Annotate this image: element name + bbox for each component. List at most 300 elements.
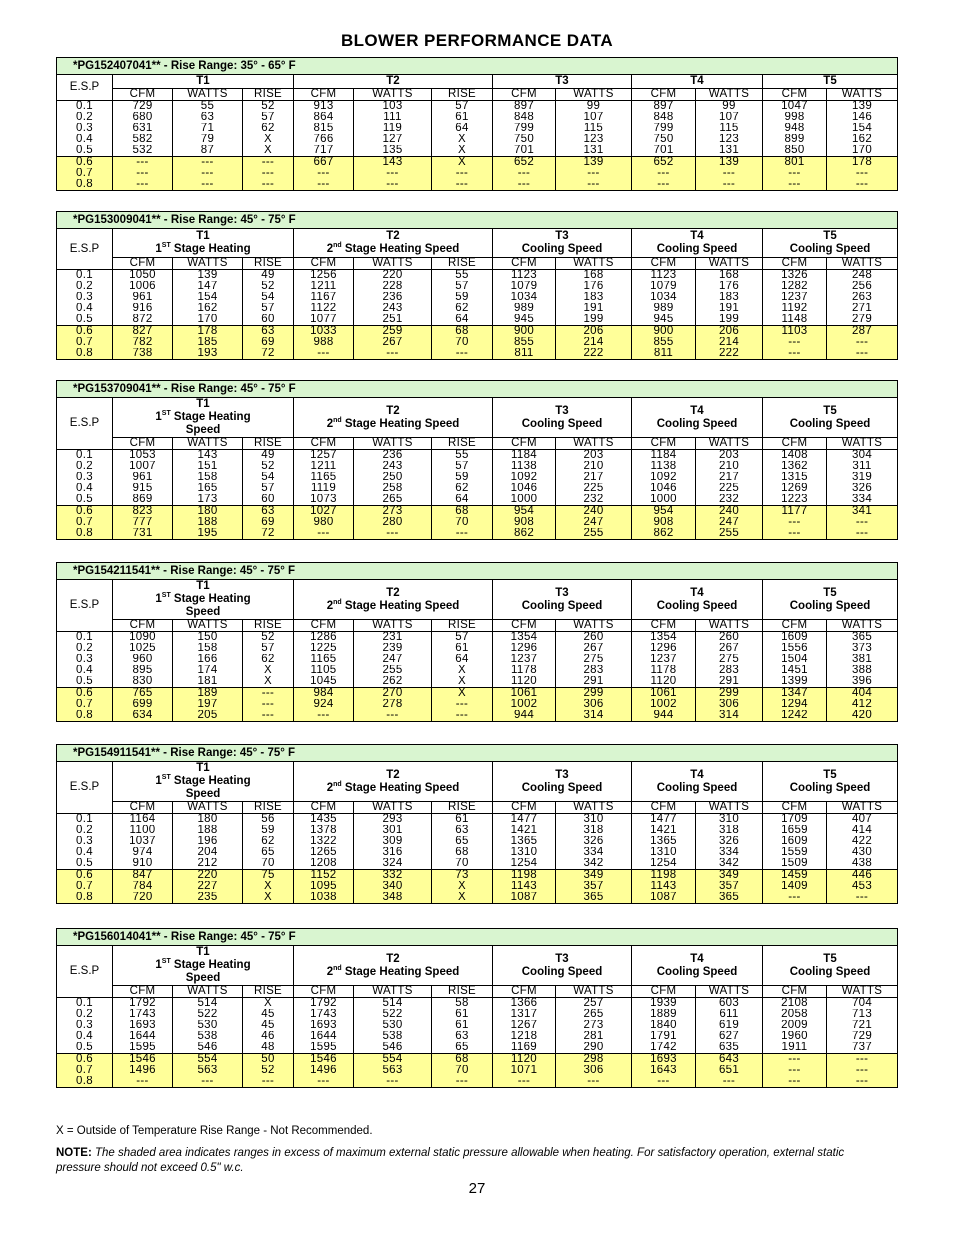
table-cell: 1208: [294, 858, 354, 870]
table-cell: ---: [173, 1076, 243, 1088]
table-cell: ---: [493, 1076, 556, 1088]
table-cell: 1073: [294, 494, 354, 506]
blower-table: [56, 562, 898, 722]
table-row: [57, 858, 898, 870]
table-cell: 1225: [294, 643, 354, 654]
table-cell: 799: [493, 123, 556, 134]
table-cell: 699: [113, 699, 173, 710]
table-row: [57, 665, 898, 676]
cfm-column-header: CFM: [632, 986, 696, 998]
speed-header-line: Speed: [185, 424, 221, 436]
watts-column-header: WATTS: [354, 258, 432, 270]
table-cell: 250: [354, 472, 432, 483]
table-cell: 1595: [113, 1042, 173, 1054]
note-text: The shaded area indicates ranges in excess of maximum external static pressure allowable when heating. For satisfactory operation, external static pressure should not exceed 0.5" w.c.: [56, 1147, 845, 1174]
table-cell: 848: [632, 112, 696, 123]
table-cell: 1939: [632, 998, 696, 1010]
table-cell: 1169: [493, 1042, 556, 1054]
table-row: [57, 1020, 898, 1031]
table-cell: ---: [827, 337, 898, 348]
esp-header: E.S.P: [57, 229, 113, 270]
table-cell: 54: [243, 472, 294, 483]
table-cell: 334: [696, 847, 763, 858]
esp-cell: 0.7: [57, 699, 113, 710]
speed-header-line: Speed: [185, 606, 221, 618]
table-cell: ---: [354, 179, 432, 191]
table-cell: 721: [827, 1020, 898, 1031]
cfm-column-header: CFM: [493, 89, 556, 101]
rise-column-header: RISE: [243, 258, 294, 270]
table-cell: 235: [173, 892, 243, 904]
table-cell: 830: [113, 676, 173, 688]
table-cell: 248: [827, 270, 898, 282]
table-cell: 188: [173, 825, 243, 836]
table-cell: 1120: [493, 676, 556, 688]
table-cell: 199: [556, 314, 632, 326]
table-cell: 123: [556, 134, 632, 145]
table-cell: 619: [696, 1020, 763, 1031]
table-cell: 1211: [294, 461, 354, 472]
esp-cell: 0.4: [57, 1031, 113, 1042]
table-cell: 1002: [632, 699, 696, 710]
table-cell: 123: [696, 134, 763, 145]
table-cell: ---: [827, 1054, 898, 1066]
table-cell: 680: [113, 112, 173, 123]
table-cell: 869: [113, 494, 173, 506]
speed-header-line: T5: [823, 768, 837, 781]
table-cell: X: [432, 665, 493, 676]
table-cell: 212: [173, 858, 243, 870]
table-cell: 197: [173, 699, 243, 710]
table-cell: 634: [113, 710, 173, 722]
esp-cell: 0.3: [57, 292, 113, 303]
table-cell: 1061: [632, 688, 696, 700]
table-cell: 603: [696, 998, 763, 1010]
table-cell: 915: [113, 483, 173, 494]
table-cell: 62: [243, 123, 294, 134]
esp-cell: 0.8: [57, 179, 113, 191]
watts-column-header: WATTS: [173, 89, 243, 101]
table-cell: 782: [113, 337, 173, 348]
table-cell: 365: [556, 892, 632, 904]
table-cell: 1138: [632, 461, 696, 472]
table-cell: 57: [432, 281, 493, 292]
table-cell: 713: [827, 1009, 898, 1020]
table-cell: ---: [632, 168, 696, 179]
table-cell: ---: [827, 179, 898, 191]
esp-cell: 0.3: [57, 836, 113, 847]
speed-header-line: T4: [690, 230, 704, 242]
table-row: [57, 348, 898, 360]
speed-header-t5: [763, 229, 898, 258]
watts-column-header: WATTS: [556, 986, 632, 998]
table-cell: X: [432, 134, 493, 145]
table-cell: 154: [827, 123, 898, 134]
table-cell: 1092: [493, 472, 556, 483]
table-cell: ---: [763, 348, 827, 360]
speed-header-line: T2: [386, 586, 400, 599]
table-cell: 365: [696, 892, 763, 904]
speed-header-line: 1ST Stage Heating: [155, 592, 251, 605]
table-cell: 258: [354, 483, 432, 494]
table-cell: 1294: [763, 699, 827, 710]
table-row: [57, 632, 898, 644]
table-cell: 1477: [493, 814, 556, 826]
speed-header-line: T1: [196, 75, 210, 87]
speed-header-line: Cooling Speed: [656, 417, 738, 430]
table-cell: 717: [294, 145, 354, 157]
table-cell: 143: [173, 450, 243, 462]
table-cell: 827: [113, 326, 173, 338]
table-cell: 522: [354, 1009, 432, 1020]
table-cell: 170: [827, 145, 898, 157]
table-cell: 1496: [113, 1065, 173, 1076]
table-row: [57, 1031, 898, 1042]
table-cell: 65: [432, 836, 493, 847]
table-cell: 232: [696, 494, 763, 506]
speed-header-t3: [493, 580, 632, 620]
rise-column-header: RISE: [432, 438, 493, 450]
table-cell: 738: [113, 348, 173, 360]
table-cell: ---: [113, 168, 173, 179]
table-cell: X: [243, 134, 294, 145]
table-cell: 150: [173, 632, 243, 644]
table-cell: 232: [556, 494, 632, 506]
speed-header-t1: [113, 580, 294, 620]
table-cell: 326: [827, 483, 898, 494]
table-cell: 57: [432, 632, 493, 644]
speed-header-t2: [294, 762, 493, 802]
table-cell: 168: [556, 270, 632, 282]
speed-header-t4: [632, 398, 763, 438]
esp-header: E.S.P: [57, 946, 113, 998]
table-cell: 1177: [763, 506, 827, 518]
speed-header-t5: [763, 398, 898, 438]
table-cell: 1421: [632, 825, 696, 836]
speed-header-t3: [493, 946, 632, 986]
speed-header-line: 1ST Stage Heating: [155, 242, 251, 255]
table-cell: X: [432, 881, 493, 892]
table-cell: 667: [294, 157, 354, 169]
table-cell: 1148: [763, 314, 827, 326]
table-cell: X: [432, 676, 493, 688]
table-cell: 980: [294, 517, 354, 528]
watts-column-header: WATTS: [696, 258, 763, 270]
table-cell: ---: [763, 528, 827, 540]
table-cell: 180: [173, 814, 243, 826]
table-cell: 173: [173, 494, 243, 506]
table-cell: 70: [432, 1065, 493, 1076]
table-cell: 70: [432, 517, 493, 528]
table-cell: 446: [827, 870, 898, 882]
group-header-row: [57, 762, 898, 802]
table-cell: 1354: [493, 632, 556, 644]
table-cell: 1267: [493, 1020, 556, 1031]
table-cell: 62: [432, 303, 493, 314]
speed-header-line: T1: [196, 398, 210, 410]
table-cell: ---: [173, 179, 243, 191]
table-cell: 87: [173, 145, 243, 157]
watts-column-header: WATTS: [556, 438, 632, 450]
table-cell: 784: [113, 881, 173, 892]
table-cell: 1061: [493, 688, 556, 700]
table-cell: 1269: [763, 483, 827, 494]
table-cell: 180: [173, 506, 243, 518]
table-cell: 60: [243, 494, 294, 506]
watts-column-header: WATTS: [696, 620, 763, 632]
group-header-row: [57, 580, 898, 620]
esp-cell: 0.5: [57, 494, 113, 506]
table-row: [57, 1076, 898, 1088]
table-cell: 267: [696, 643, 763, 654]
esp-cell: 0.1: [57, 101, 113, 113]
table-cell: 65: [432, 1042, 493, 1054]
table-cell: 872: [113, 314, 173, 326]
table-cell: 243: [354, 303, 432, 314]
table-cell: 183: [696, 292, 763, 303]
table-cell: 222: [556, 348, 632, 360]
table-cell: 1282: [763, 281, 827, 292]
table-cell: 984: [294, 688, 354, 700]
speed-header-line: T1: [196, 230, 210, 242]
table-row: [57, 517, 898, 528]
table-row: [57, 303, 898, 314]
speed-header-t4: [632, 580, 763, 620]
blower-table: [56, 57, 898, 191]
table-cell: 255: [354, 665, 432, 676]
table-cell: 61: [432, 814, 493, 826]
table-cell: ---: [354, 528, 432, 540]
table-cell: 62: [432, 483, 493, 494]
speed-header-line: T5: [823, 952, 837, 965]
esp-cell: 0.5: [57, 858, 113, 870]
table-cell: ---: [354, 710, 432, 722]
table-cell: 530: [354, 1020, 432, 1031]
table-cell: ---: [113, 1076, 173, 1088]
table-cell: X: [243, 881, 294, 892]
speed-header-line: T2: [386, 230, 400, 242]
table-row: [57, 326, 898, 338]
table-cell: 332: [354, 870, 432, 882]
table-cell: 563: [173, 1065, 243, 1076]
table-cell: 1033: [294, 326, 354, 338]
table-cell: 265: [354, 494, 432, 506]
table-cell: 255: [696, 528, 763, 540]
table-cell: 63: [243, 506, 294, 518]
table-cell: 381: [827, 654, 898, 665]
blower-table: [56, 744, 898, 904]
table-cell: 1211: [294, 281, 354, 292]
speed-header-t1: [113, 229, 294, 258]
table-cell: 1409: [763, 881, 827, 892]
esp-cell: 0.2: [57, 281, 113, 292]
watts-column-header: WATTS: [556, 802, 632, 814]
table-cell: 280: [354, 517, 432, 528]
table-cell: 430: [827, 847, 898, 858]
table-cell: ---: [173, 157, 243, 169]
table-cell: 178: [827, 157, 898, 169]
table-cell: ---: [827, 1065, 898, 1076]
table-cell: 1047: [763, 101, 827, 113]
table-row: [57, 699, 898, 710]
table-row: [57, 528, 898, 540]
table-cell: ---: [827, 1076, 898, 1088]
cfm-column-header: CFM: [763, 258, 827, 270]
table-cell: ---: [493, 179, 556, 191]
speed-header-t1: [113, 75, 294, 89]
table-cell: 247: [696, 517, 763, 528]
table-cell: 318: [556, 825, 632, 836]
speed-header-line: T3: [555, 404, 569, 417]
table-cell: 214: [556, 337, 632, 348]
speed-header-line: 1ST Stage Heating: [155, 958, 251, 971]
table-cell: 318: [696, 825, 763, 836]
speed-header-line: T2: [386, 768, 400, 781]
table-cell: 57: [243, 643, 294, 654]
table-title-row: [57, 58, 898, 75]
table-cell: 1546: [113, 1054, 173, 1066]
esp-cell: 0.1: [57, 814, 113, 826]
table-cell: 1546: [294, 1054, 354, 1066]
table-cell: ---: [432, 348, 493, 360]
table-cell: 704: [827, 998, 898, 1010]
watts-column-header: WATTS: [827, 802, 898, 814]
watts-column-header: WATTS: [696, 802, 763, 814]
table-cell: ---: [432, 710, 493, 722]
table-cell: 1034: [632, 292, 696, 303]
table-cell: 1322: [294, 836, 354, 847]
table-cell: 59: [243, 825, 294, 836]
table-cell: 251: [354, 314, 432, 326]
table-cell: 273: [354, 506, 432, 518]
table-cell: ---: [243, 699, 294, 710]
speed-header-line: Cooling Speed: [521, 965, 603, 978]
table-cell: 48: [243, 1042, 294, 1054]
table-row: [57, 654, 898, 665]
column-header-row: [57, 89, 898, 101]
cfm-column-header: CFM: [294, 986, 354, 998]
table-cell: 701: [632, 145, 696, 157]
table-cell: 265: [556, 1009, 632, 1020]
rise-column-header: RISE: [243, 438, 294, 450]
table-cell: 357: [556, 881, 632, 892]
cfm-column-header: CFM: [294, 620, 354, 632]
table-cell: 954: [632, 506, 696, 518]
table-cell: 311: [827, 461, 898, 472]
table-row: [57, 825, 898, 836]
table-cell: 255: [556, 528, 632, 540]
table-cell: 267: [354, 337, 432, 348]
table-cell: ---: [432, 528, 493, 540]
table-cell: 453: [827, 881, 898, 892]
table-cell: 115: [696, 123, 763, 134]
table-cell: 1087: [493, 892, 556, 904]
table-cell: 183: [556, 292, 632, 303]
speed-header-t3: [493, 398, 632, 438]
esp-header: E.S.P: [57, 398, 113, 450]
table-cell: 944: [493, 710, 556, 722]
table-cell: ---: [763, 179, 827, 191]
table-title-row: [57, 212, 898, 229]
table-cell: 131: [556, 145, 632, 157]
table-cell: 162: [827, 134, 898, 145]
table-row: [57, 881, 898, 892]
table-cell: 63: [243, 326, 294, 338]
cfm-column-header: CFM: [632, 620, 696, 632]
table-cell: 260: [696, 632, 763, 644]
speed-header-t4: [632, 229, 763, 258]
table-cell: 147: [173, 281, 243, 292]
speed-header-line: 1ST Stage Heating: [155, 410, 251, 423]
speed-header-t2: [294, 229, 493, 258]
table-cell: ---: [243, 1076, 294, 1088]
esp-cell: 0.8: [57, 348, 113, 360]
table-row: [57, 643, 898, 654]
table-cell: 275: [556, 654, 632, 665]
table-cell: ---: [173, 168, 243, 179]
table-cell: 1152: [294, 870, 354, 882]
table-cell: 1743: [113, 1009, 173, 1020]
table-cell: 62: [243, 836, 294, 847]
cfm-column-header: CFM: [763, 802, 827, 814]
table-cell: 61: [432, 643, 493, 654]
table-cell: 960: [113, 654, 173, 665]
table-cell: 1143: [632, 881, 696, 892]
table-cell: 1609: [763, 632, 827, 644]
speed-header-line: Cooling Speed: [656, 599, 738, 612]
speed-header-t4: [632, 946, 763, 986]
speed-header-line: T1: [196, 580, 210, 592]
table-cell: 1165: [294, 654, 354, 665]
esp-cell: 0.4: [57, 665, 113, 676]
table-cell: 220: [354, 270, 432, 282]
table-cell: 412: [827, 699, 898, 710]
table-cell: 55: [432, 450, 493, 462]
table-cell: 1077: [294, 314, 354, 326]
table-cell: 1792: [113, 998, 173, 1010]
cfm-column-header: CFM: [113, 802, 173, 814]
table-cell: 908: [493, 517, 556, 528]
table-cell: 1120: [632, 676, 696, 688]
speed-header-t4: [632, 75, 763, 89]
table-cell: 855: [632, 337, 696, 348]
table-cell: 299: [696, 688, 763, 700]
table-cell: ---: [354, 1076, 432, 1088]
table-cell: 1100: [113, 825, 173, 836]
cfm-column-header: CFM: [113, 258, 173, 270]
table-cell: 279: [827, 314, 898, 326]
table-cell: 260: [556, 632, 632, 644]
table-cell: ---: [243, 179, 294, 191]
table-cell: 340: [354, 881, 432, 892]
table-cell: 945: [493, 314, 556, 326]
table-cell: 206: [696, 326, 763, 338]
table-cell: ---: [763, 168, 827, 179]
speed-header-line: T1: [196, 762, 210, 774]
table-cell: 247: [556, 517, 632, 528]
watts-column-header: WATTS: [827, 258, 898, 270]
table-cell: 334: [827, 494, 898, 506]
table-cell: X: [432, 892, 493, 904]
table-cell: 61: [432, 1009, 493, 1020]
table-cell: 1006: [113, 281, 173, 292]
table-cell: 1079: [632, 281, 696, 292]
table-cell: 1242: [763, 710, 827, 722]
table-cell: 1743: [294, 1009, 354, 1020]
cfm-column-header: CFM: [632, 802, 696, 814]
esp-cell: 0.2: [57, 1009, 113, 1020]
table-cell: 910: [113, 858, 173, 870]
